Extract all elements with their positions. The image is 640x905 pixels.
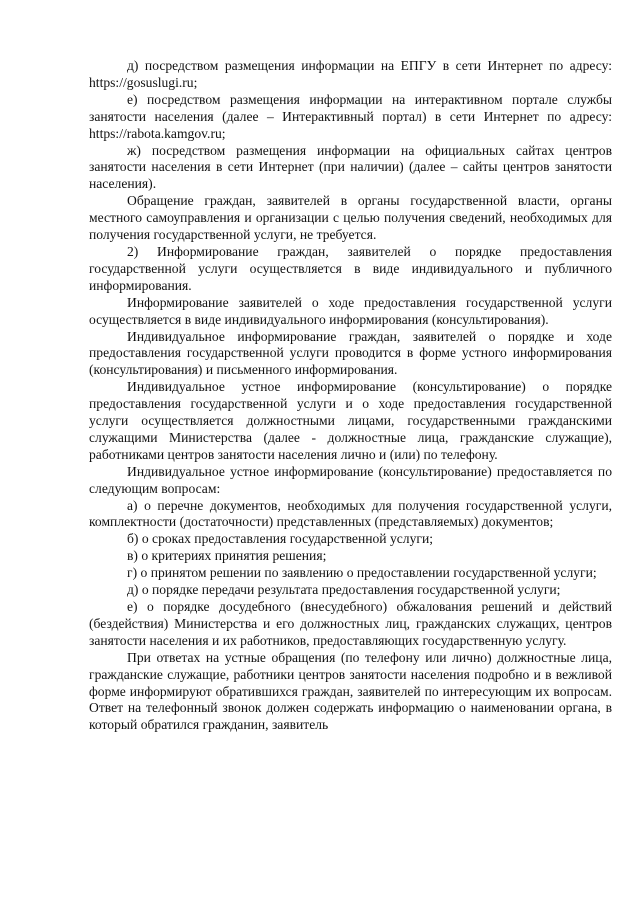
paragraph-item-d: д) о порядке передачи результата предоставления государственной услуги; xyxy=(127,582,561,598)
document-page xyxy=(89,58,612,734)
paragraph-item-b: б) о сроках предоставления государственной услуги; xyxy=(127,531,434,547)
paragraph-oral-informing: Индивидуальное устное информирование (консультирование) о порядке предоставления государственной услуги и о ходе предоставления государственной услуги осуществляется должностными лицами, государственными гражданскими служащими Министерства (далее - должностные лица, гражданские служащие), работниками центров занятости населения лично и (или) по телефону. xyxy=(89,379,612,462)
paragraph-d-epgu: д) посредством размещения информации на ЕПГУ в сети Интернет по адресу: https://gosuslugi.ru; xyxy=(89,58,612,90)
paragraph-2-informing: 2) Информирование граждан, заявителей о порядке предоставления государственной услуги осуществляется в виде индивидуального и публичного информирования. xyxy=(89,243,612,293)
paragraph-progress-informing: Информирование заявителей о ходе предоставления государственной услуги осуществляется в виде индивидуального информирования (консультирования). xyxy=(89,294,612,327)
paragraph-item-v: в) о критериях принятия решения; xyxy=(127,548,327,564)
paragraph-item-e: е) о порядке досудебного (внесудебного) обжалования решений и действий (бездействия) Министерства и его должностных лиц, гражданских служащих, центров занятости населения и их работников, предоставляющих государственную услугу. xyxy=(89,599,612,648)
paragraph-e-portal: е) посредством размещения информации на интерактивном портале службы занятости населения (далее – Интерактивный портал) в сети Интернет по адресу: https://rabota.kamgov.ru; xyxy=(89,91,612,141)
paragraph-questions-intro: Индивидуальное устное информирование (консультирование) предоставляется по следующим вопросам: xyxy=(89,463,612,496)
paragraph-individual-informing: Индивидуальное информирование граждан, заявителей о порядке и ходе предоставления государственной услуги проводится в форме устного информирования (консультирования) и письменного информирования. xyxy=(89,328,612,378)
paragraph-appeal-not-required: Обращение граждан, заявителей в органы государственной власти, органы местного самоуправления и организации с целью получения сведений, необходимых для получения государственной услуги, не требуется. xyxy=(89,193,612,243)
paragraph-item-g: г) о принятом решении по заявлению о предоставлении государственной услуги; xyxy=(127,565,597,581)
paragraph-item-a: а) о перечне документов, необходимых для получения государственной услуги, комплектности (достаточности) представленных (представляемых) документов; xyxy=(89,497,612,530)
paragraph-oral-answers: При ответах на устные обращения (по телефону или лично) должностные лица, гражданские служащие, работники центров занятости населения подробно и в вежливой форме информируют обратившихся граждан, заявителей по интересующим их вопросам. Ответ на телефонный звонок должен содержать информацию о наименовании органа, в который обратился гражданин, заявитель xyxy=(89,649,612,733)
paragraph-zh-sites: ж) посредством размещения информации на официальных сайтах центров занятости населения в сети Интернет (при наличии) (далее – сайты центров занятости населения). xyxy=(89,142,612,192)
